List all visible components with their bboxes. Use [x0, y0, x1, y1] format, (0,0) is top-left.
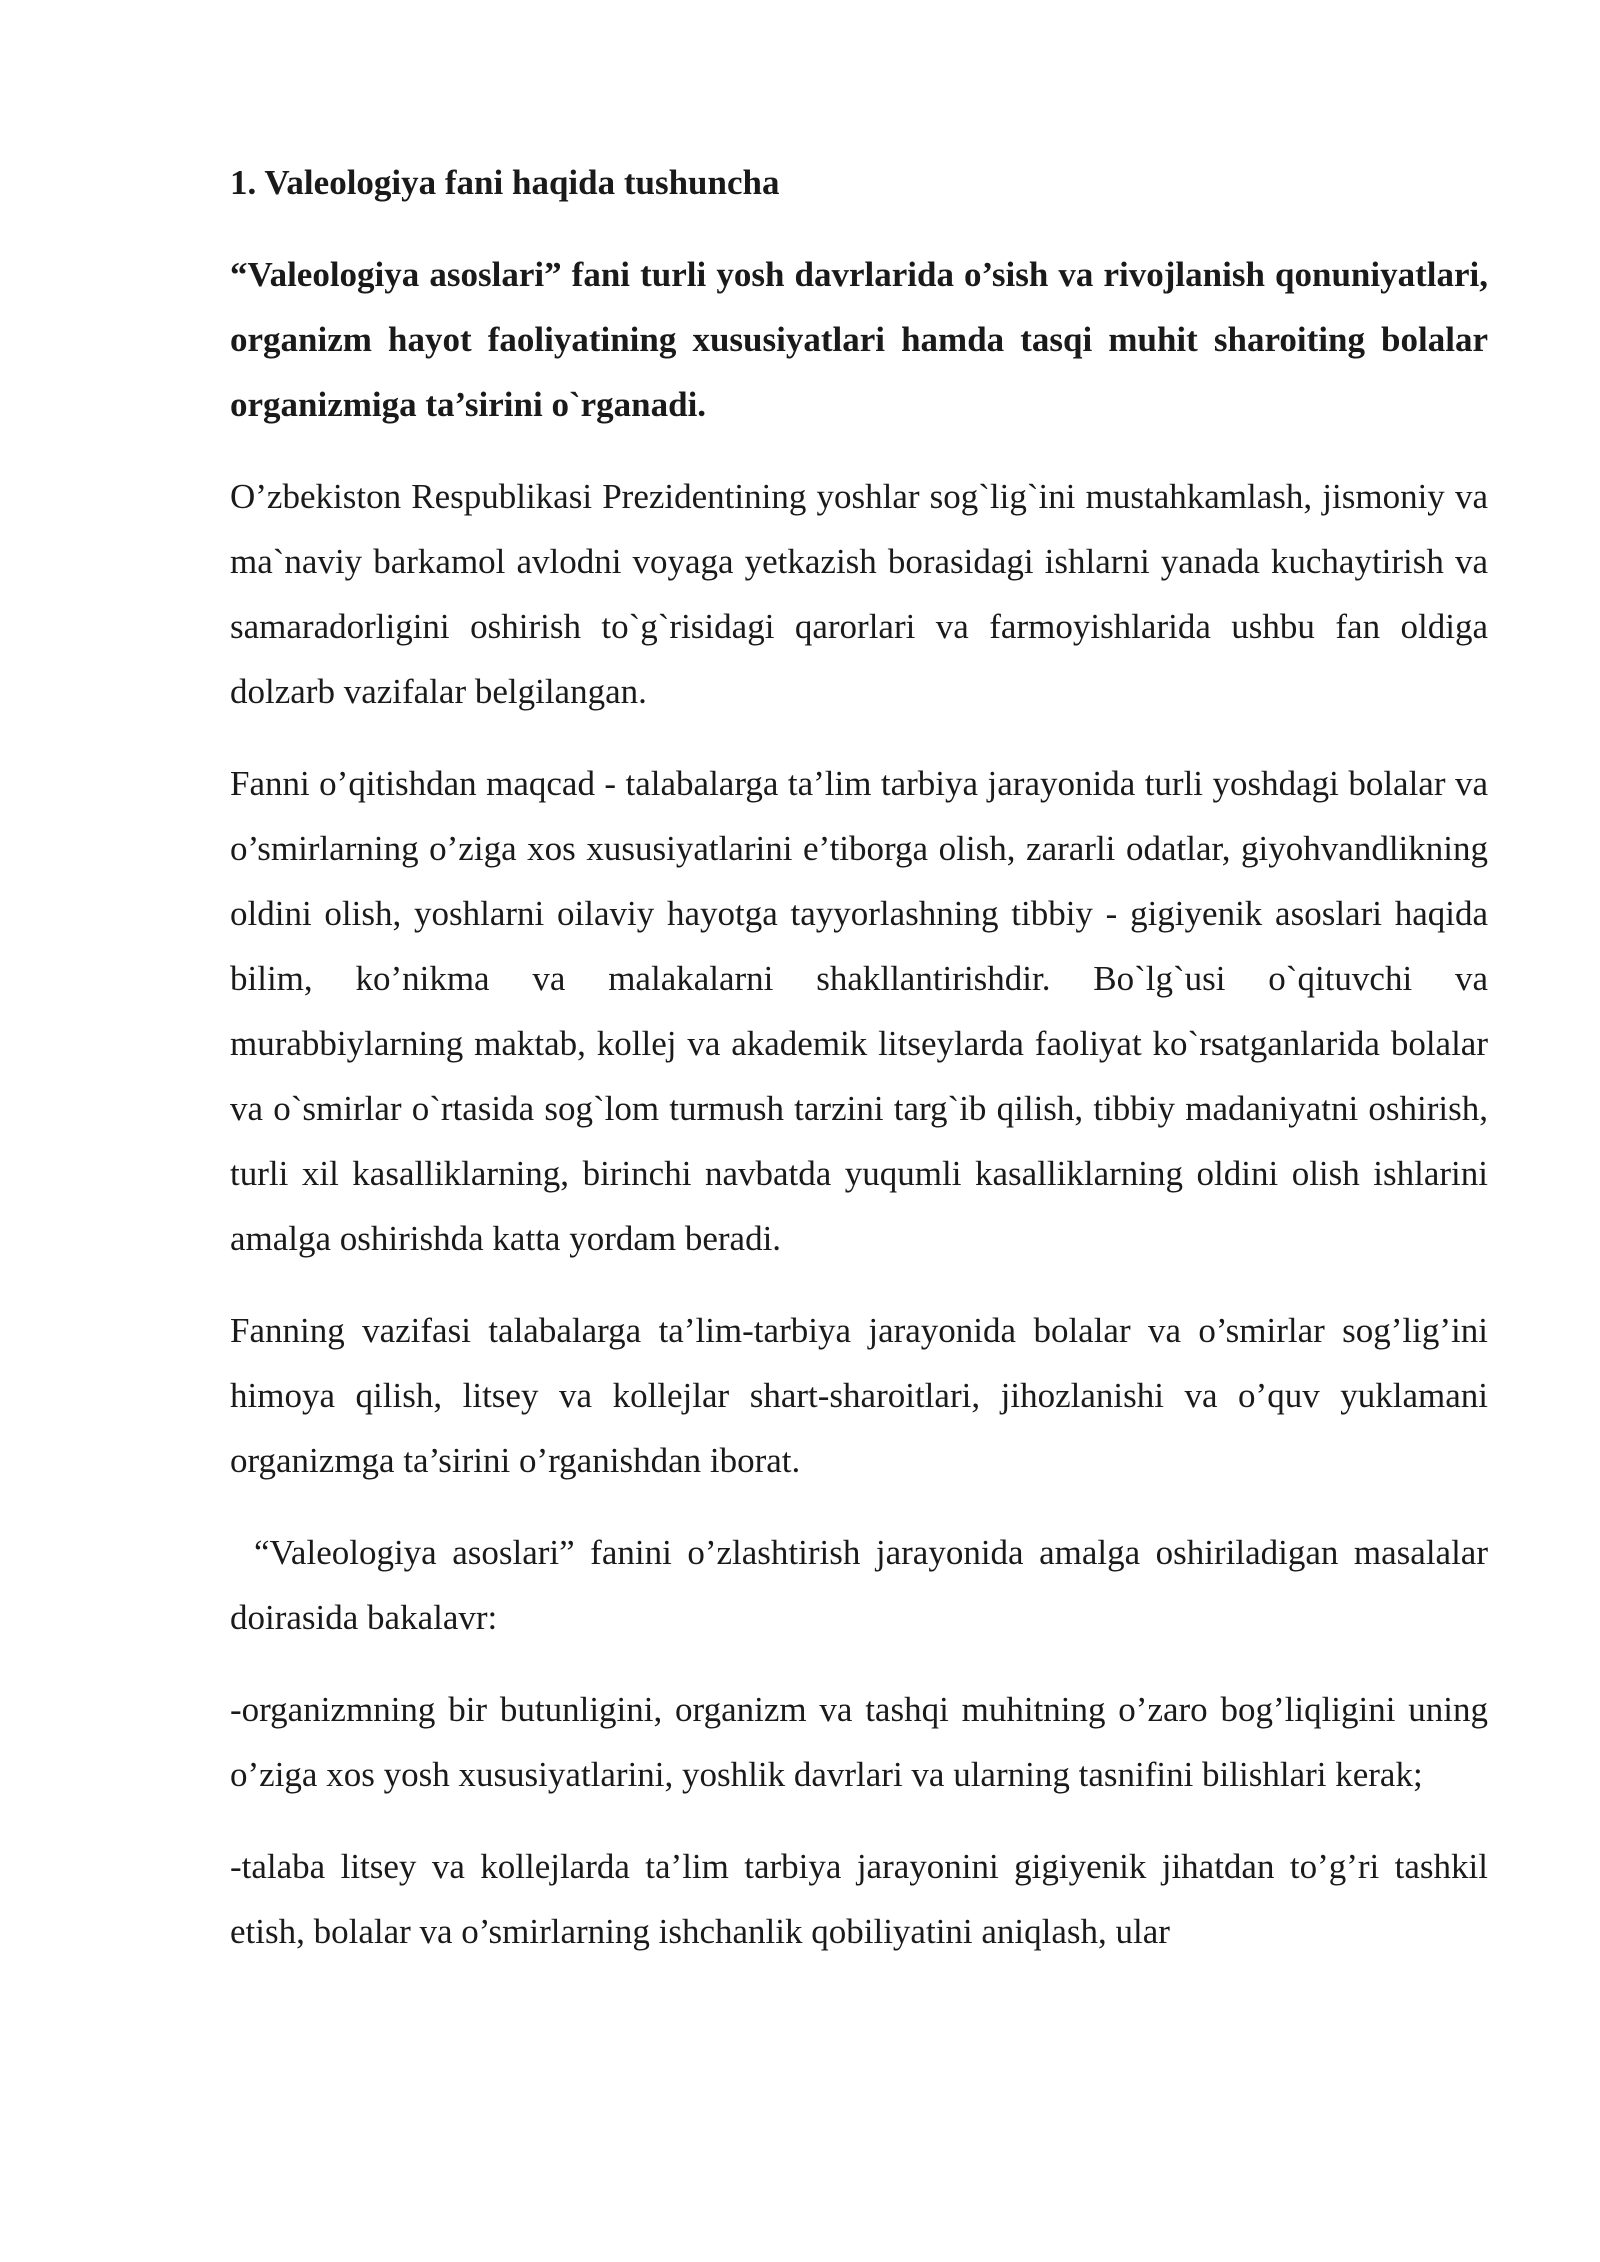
paragraph-president-decree: O’zbekiston Respublikasi Prezidentining yoshlar sog`lig`ini mustahkamlash, jismoniy va ma`naviy barkamol avlodni voyaga yetkazish borasidagi ishlarni yanada kuchaytirish va samaradorligini oshirish to`g`risidagi qarorlari va farmoyishlarida ushbu fan oldiga dolzarb vazifalar belgilangan. — [230, 477, 1488, 711]
intro-paragraph: “Valeologiya asoslari” fani turli yosh davrlarida o’sish va rivojlanish qonuniyatlari, organizm hayot faoliyatining xususiyatlari hamda tasqi muhit sharoiting bolalar organizmiga ta’sirini o`rganadi. — [230, 255, 1488, 424]
document-body — [230, 150, 1488, 1964]
paragraph-goal: Fanni o’qitishdan maqcad - talabalarga ta’lim tarbiya jarayonida turli yoshdagi bolalar va o’smirlarning o’ziga xos xususiyatlarini e’tiborga olish, zararli odatlar, giyohvandlikning oldini olish, yoshlarni oilaviy hayotga tayyorlashning tibbiy - gigiyenik asoslari haqida bilim, ko’nikma va malakalarni shakllantirishdir. Bo`lg`usi o`qituvchi va murabbiylarning maktab, kollej va akademik litseylarda faoliyat ko`rsatganlarida bolalar va o`smirlar o`rtasida sog`lom turmush tarzini targ`ib qilish, tibbiy madaniyatni oshirish, turli xil kasalliklarning, birinchi navbatda yuqumli kasalliklarning oldini olish ishlarini amalga oshirishda katta yordam beradi. — [230, 764, 1488, 1258]
list-item-student: -talaba litsey va kollejlarda ta’lim tarbiya jarayonini gigiyenik jihatdan to’g’ri tashkil etish, bolalar va o’smirlarning ishchanlik qobiliyatini aniqlash, ular — [230, 1847, 1488, 1951]
list-item-organism: -organizmning bir butunligini, organizm va tashqi muhitning o’zaro bog’liqligini uning o’ziga xos yosh xususiyatlarini, yoshlik davrlari va ularning tasnifini bilishlari kerak; — [230, 1690, 1488, 1794]
section-heading: 1. Valeologiya fani haqida tushuncha — [230, 163, 780, 202]
paragraph-task: Fanning vazifasi talabalarga ta’lim-tarbiya jarayonida bolalar va o’smirlar sog’lig’ini himoya qilish, litsey va kollejlar shart-sharoitlari, jihozlanishi va o’quv yuklamani organizmga ta’sirini o’rganishdan iborat. — [230, 1311, 1488, 1480]
paragraph-bachelor-intro: “Valeologiya asoslari” fanini o’zlashtirish jarayonida amalga oshiriladigan masalalar doirasida bakalavr: — [230, 1533, 1488, 1637]
